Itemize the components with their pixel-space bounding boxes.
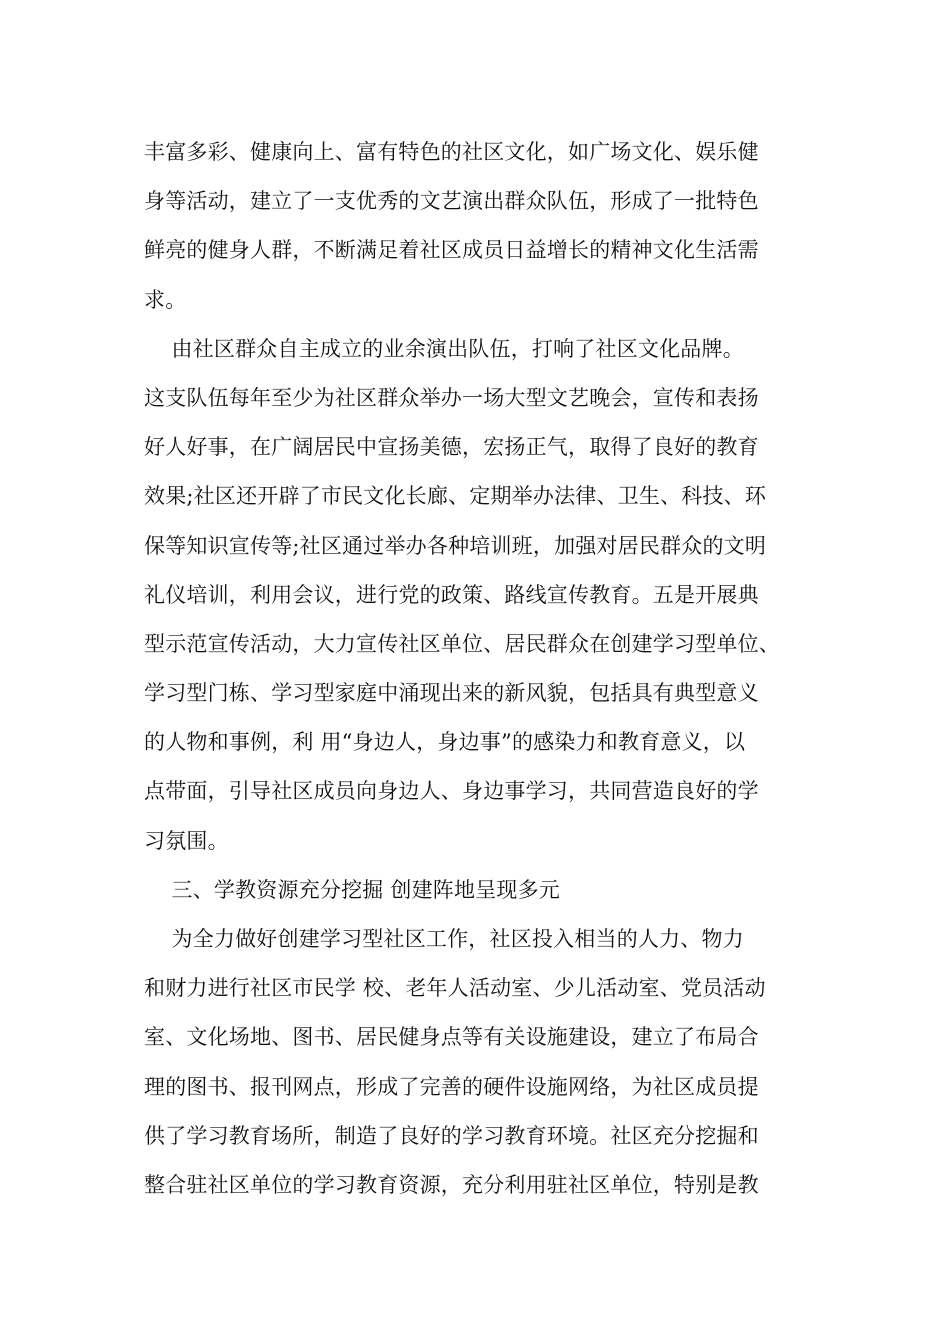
text-line: 学习型门栋、学习型家庭中涌现出来的新风貌，包括具有典型意义: [144, 681, 759, 706]
section-heading: 三、学教资源充分挖掘 创建阵地呈现多元: [144, 877, 560, 902]
text-line: 好人好事，在广阔居民中宣扬美德，宏扬正气，取得了良好的教育: [144, 435, 759, 460]
text-line: 身等活动，建立了一支优秀的文艺演出群众队伍，形成了一批特色: [144, 189, 759, 214]
text-line: 的人物和事例，利 用“身边人，身边事”的感染力和教育意义，以: [144, 730, 746, 755]
text-line: 和财力进行社区市民学 校、老年人活动室、少儿活动室、党员活动: [144, 976, 766, 1001]
text-line: 整合驻社区单位的学习教育资源，充分利用驻社区单位，特别是教: [144, 1172, 759, 1197]
text-line: 点带面，引导社区成员向身边人、身边事学习，共同营造良好的学: [144, 779, 759, 804]
body-text: [144, 128, 824, 1210]
text-line: 理的图书、报刊网点，形成了完善的硬件设施网络，为社区成员提: [144, 1074, 759, 1099]
text-line: 求。: [144, 287, 187, 312]
text-line: 室、文化场地、图书、居民健身点等有关设施建设，建立了布局合: [144, 1025, 759, 1050]
text-line: 供了学习教育场所，制造了良好的学习教育环境。社区充分挖掘和: [144, 1123, 759, 1148]
text-line: 丰富多彩、健康向上、富有特色的社区文化，如广场文化、娱乐健: [144, 140, 759, 164]
text-line: 这支队伍每年至少为社区群众举办一场大型文艺晚会，宣传和表扬: [144, 385, 759, 410]
text-line: 保等知识宣传等;社区通过举办各种培训班，加强对居民群众的文明: [144, 533, 767, 558]
text-line: 由社区群众自主成立的业余演出队伍，打响了社区文化品牌。: [144, 336, 744, 361]
text-line: 鲜亮的健身人群，不断满足着社区成员日益增长的精神文化生活需: [144, 238, 759, 263]
text-line: 效果;社区还开辟了市民文化长廊、定期举办法律、卫生、科技、环: [144, 484, 767, 509]
text-line: 习氛围。: [144, 828, 229, 853]
text-line: 礼仪培训，利用会议，进行党的政策、路线宣传教育。五是开展典: [144, 582, 759, 607]
text-line: 为全力做好创建学习型社区工作，社区投入相当的人力、物力: [144, 927, 744, 951]
text-line: 型示范宣传活动，大力宣传社区单位、居民群众在创建学习型单位、: [144, 631, 780, 656]
